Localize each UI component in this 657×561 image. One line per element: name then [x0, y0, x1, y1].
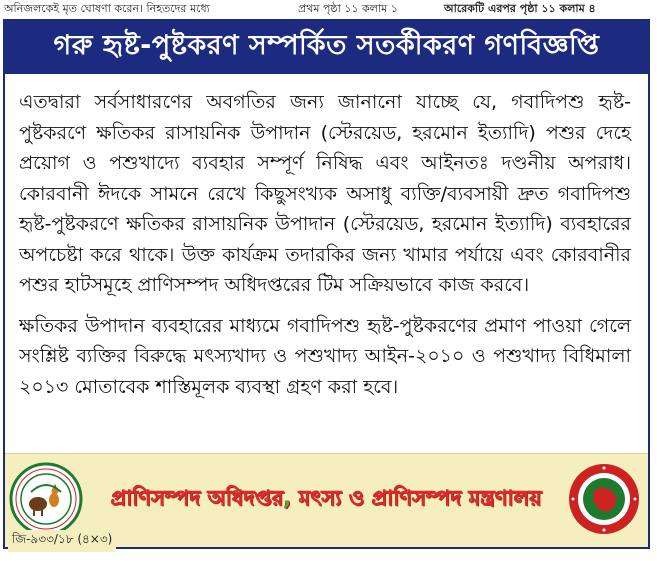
government-seal-icon [567, 462, 641, 536]
notice-paragraph-2: ক্ষতিকর উপাদান ব্যবহারের মাধ্যমে গবাদিপশু হৃষ্ট-পুষ্টকরণের প্রমাণ পাওয়া গেলে সংশ্লিষ্ট ব্যক্তির বিরুদ্ধে মৎস্যখাদ্য ও পশুখাদ্য আইন-২০১০ ও পশুখাদ্য বিধিমালা ২০১৩ মোতাবেক শাস্তিমূলক ব্যবস্থা গ্রহণ করা হবে। [19, 314, 631, 398]
livestock-department-seal-icon [9, 462, 83, 536]
newspaper-top-strip [0, 0, 657, 16]
advertisement-reference-code: জি-৯৩৩/১৮ (৪×৩) [8, 530, 116, 552]
notice-title: গরু হৃষ্ট-পুষ্টকরণ সম্পর্কিত সতর্কীকরণ গণবিজ্ঞপ্তি [53, 30, 600, 61]
notice-paragraph-1: এতদ্বারা সর্বসাধারণের অবগতির জন্য জানানো যাচ্ছে যে, গবাদিপশু হৃষ্ট-পুষ্টকরণে ক্ষতিকর রাসায়নিক উপাদান (স্টেরয়েড, হরমোন ইত্যাদি) পশুর দেহে প্রয়োগ ও পশুখাদ্যে ব্যবহার সম্পূর্ণ নিষিদ্ধ এবং আইনতঃ দণ্ডনীয় অপরাধ। কোরবানী ঈদকে সামনে রেখে কিছুসংখ্যক অসাধু ব্যক্তি/ব্যবসায়ী দ্রুত গবাদিপশু হৃষ্ট-পুষ্টকরণে ক্ষতিকর রাসায়নিক উপাদান (স্টেরয়েড, হরমোন ইত্যাদি) ব্যবহারের অপচেষ্টা করে থাকে। উক্ত কার্যক্রম তদারকির জন্য খামার পর্যায়ে এবং কোরবানীর পশুর হাটসমূহে প্রাণিসম্পদ অধিদপ্তরের টিম সক্রিয়ভাবে কাজ করবে। [19, 91, 631, 296]
top-strip-column-3: আরেকটি এরপর পৃষ্ঠা ১১ কলাম ৪ [444, 2, 596, 15]
notice-title-bar [5, 21, 648, 74]
public-notice-advertisement [3, 19, 650, 549]
top-strip-column-1: অনিজলকেই মৃত ঘোষণা করেন। নিহতদের মধ্যে [4, 2, 210, 15]
top-strip-column-2: প্রথম পৃষ্ঠা ১১ কলাম ১ [298, 2, 398, 15]
ministry-name: প্রাণিসম্পদ অধিদপ্তর, মৎস্য ও প্রাণিসম্পদ মন্ত্রণালয় [110, 486, 542, 510]
notice-body [19, 87, 631, 412]
